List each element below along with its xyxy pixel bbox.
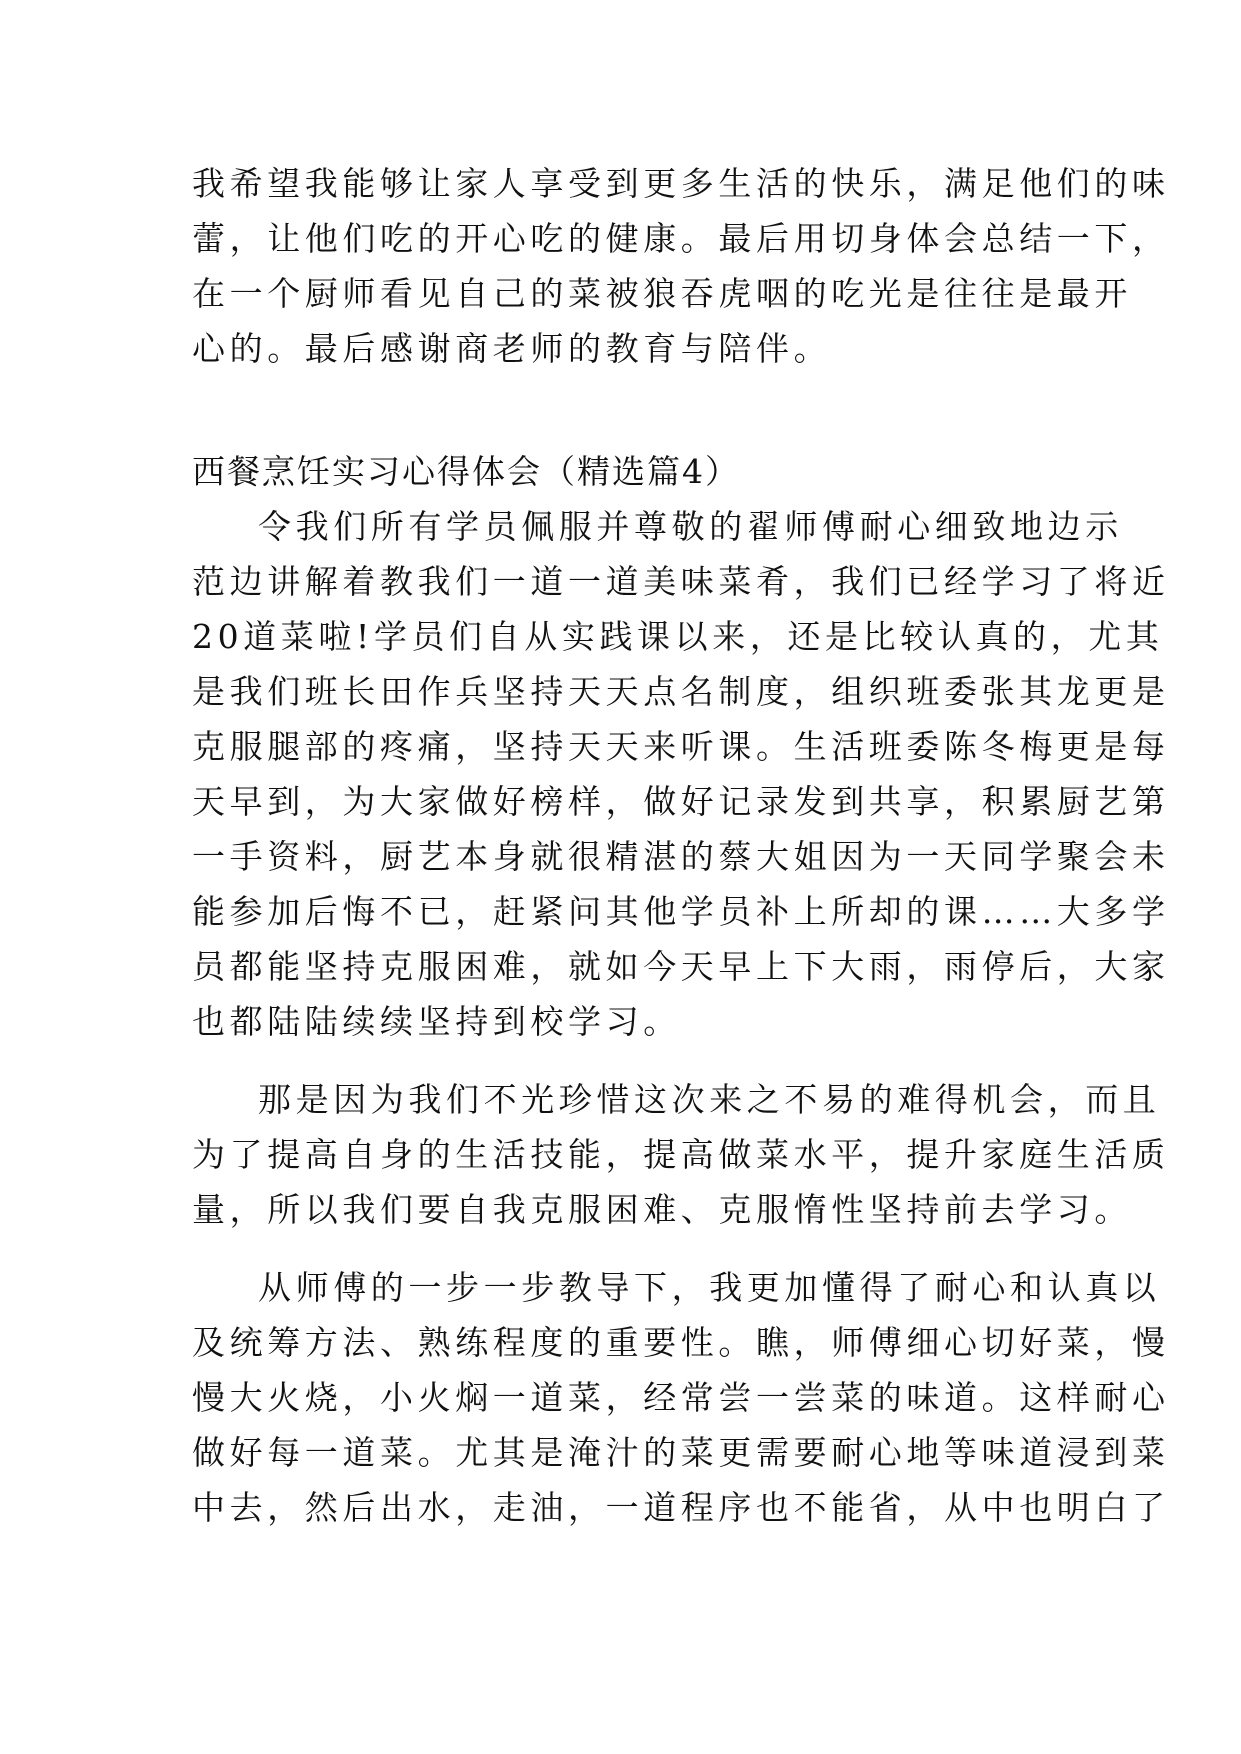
paragraph-4-line-1: 从师傅的一步一步教导下，我更加懂得了耐心和认真以 [258, 1268, 1161, 1307]
paragraph-2-line-3: 20道菜啦!学员们自从实践课以来，还是比较认真的，尤其 [192, 617, 1164, 656]
paragraph-2-line-4: 是我们班长田作兵坚持天天点名制度，组织班委张其龙更是 [192, 672, 1170, 711]
paragraph-1-line-1: 我希望我能够让家人享受到更多生活的快乐，满足他们的味 [192, 164, 1170, 203]
paragraph-2-line-5: 克服腿部的疼痛，坚持天天来听课。生活班委陈冬梅更是每 [192, 727, 1170, 766]
paragraph-4-line-3: 慢大火烧，小火焖一道菜，经常尝一尝菜的味道。这样耐心 [192, 1378, 1170, 1417]
paragraph-3-line-1: 那是因为我们不光珍惜这次来之不易的难得机会，而且 [258, 1080, 1161, 1119]
paragraph-2-line-2: 范边讲解着教我们一道一道美味菜肴，我们已经学习了将近 [192, 562, 1170, 601]
paragraph-4-line-4: 做好每一道菜。尤其是淹汁的菜更需要耐心地等味道浸到菜 [192, 1433, 1170, 1472]
paragraph-1-line-4: 心的。最后感谢商老师的教育与陪伴。 [192, 329, 832, 368]
section-heading: 西餐烹饪实习心得体会（精选篇4） [192, 452, 740, 491]
paragraph-2-line-1: 令我们所有学员佩服并尊敬的翟师傅耐心细致地边示 [258, 507, 1123, 546]
paragraph-1-line-2: 蕾，让他们吃的开心吃的健康。最后用切身体会总结一下， [192, 219, 1170, 258]
paragraph-3-line-2: 为了提高自身的生活技能，提高做菜水平，提升家庭生活质 [192, 1135, 1170, 1174]
paragraph-1-line-3: 在一个厨师看见自己的菜被狼吞虎咽的吃光是往往是最开 [192, 274, 1132, 313]
paragraph-2-line-9: 员都能坚持克服困难，就如今天早上下大雨，雨停后，大家 [192, 947, 1170, 986]
paragraph-4-line-2: 及统筹方法、熟练程度的重要性。瞧，师傅细心切好菜，慢 [192, 1323, 1170, 1362]
paragraph-2-line-8: 能参加后悔不已，赶紧问其他学员补上所却的课……大多学 [192, 892, 1170, 931]
paragraph-3-line-3: 量，所以我们要自我克服困难、克服惰性坚持前去学习。 [192, 1190, 1132, 1229]
paragraph-2-line-6: 天早到，为大家做好榜样，做好记录发到共享，积累厨艺第 [192, 782, 1170, 821]
paragraph-4-line-5: 中去，然后出水，走油，一道程序也不能省，从中也明白了 [192, 1488, 1170, 1527]
paragraph-2-line-7: 一手资料，厨艺本身就很精湛的蔡大姐因为一天同学聚会未 [192, 837, 1170, 876]
paragraph-2-line-10: 也都陆陆续续坚持到校学习。 [192, 1002, 681, 1041]
